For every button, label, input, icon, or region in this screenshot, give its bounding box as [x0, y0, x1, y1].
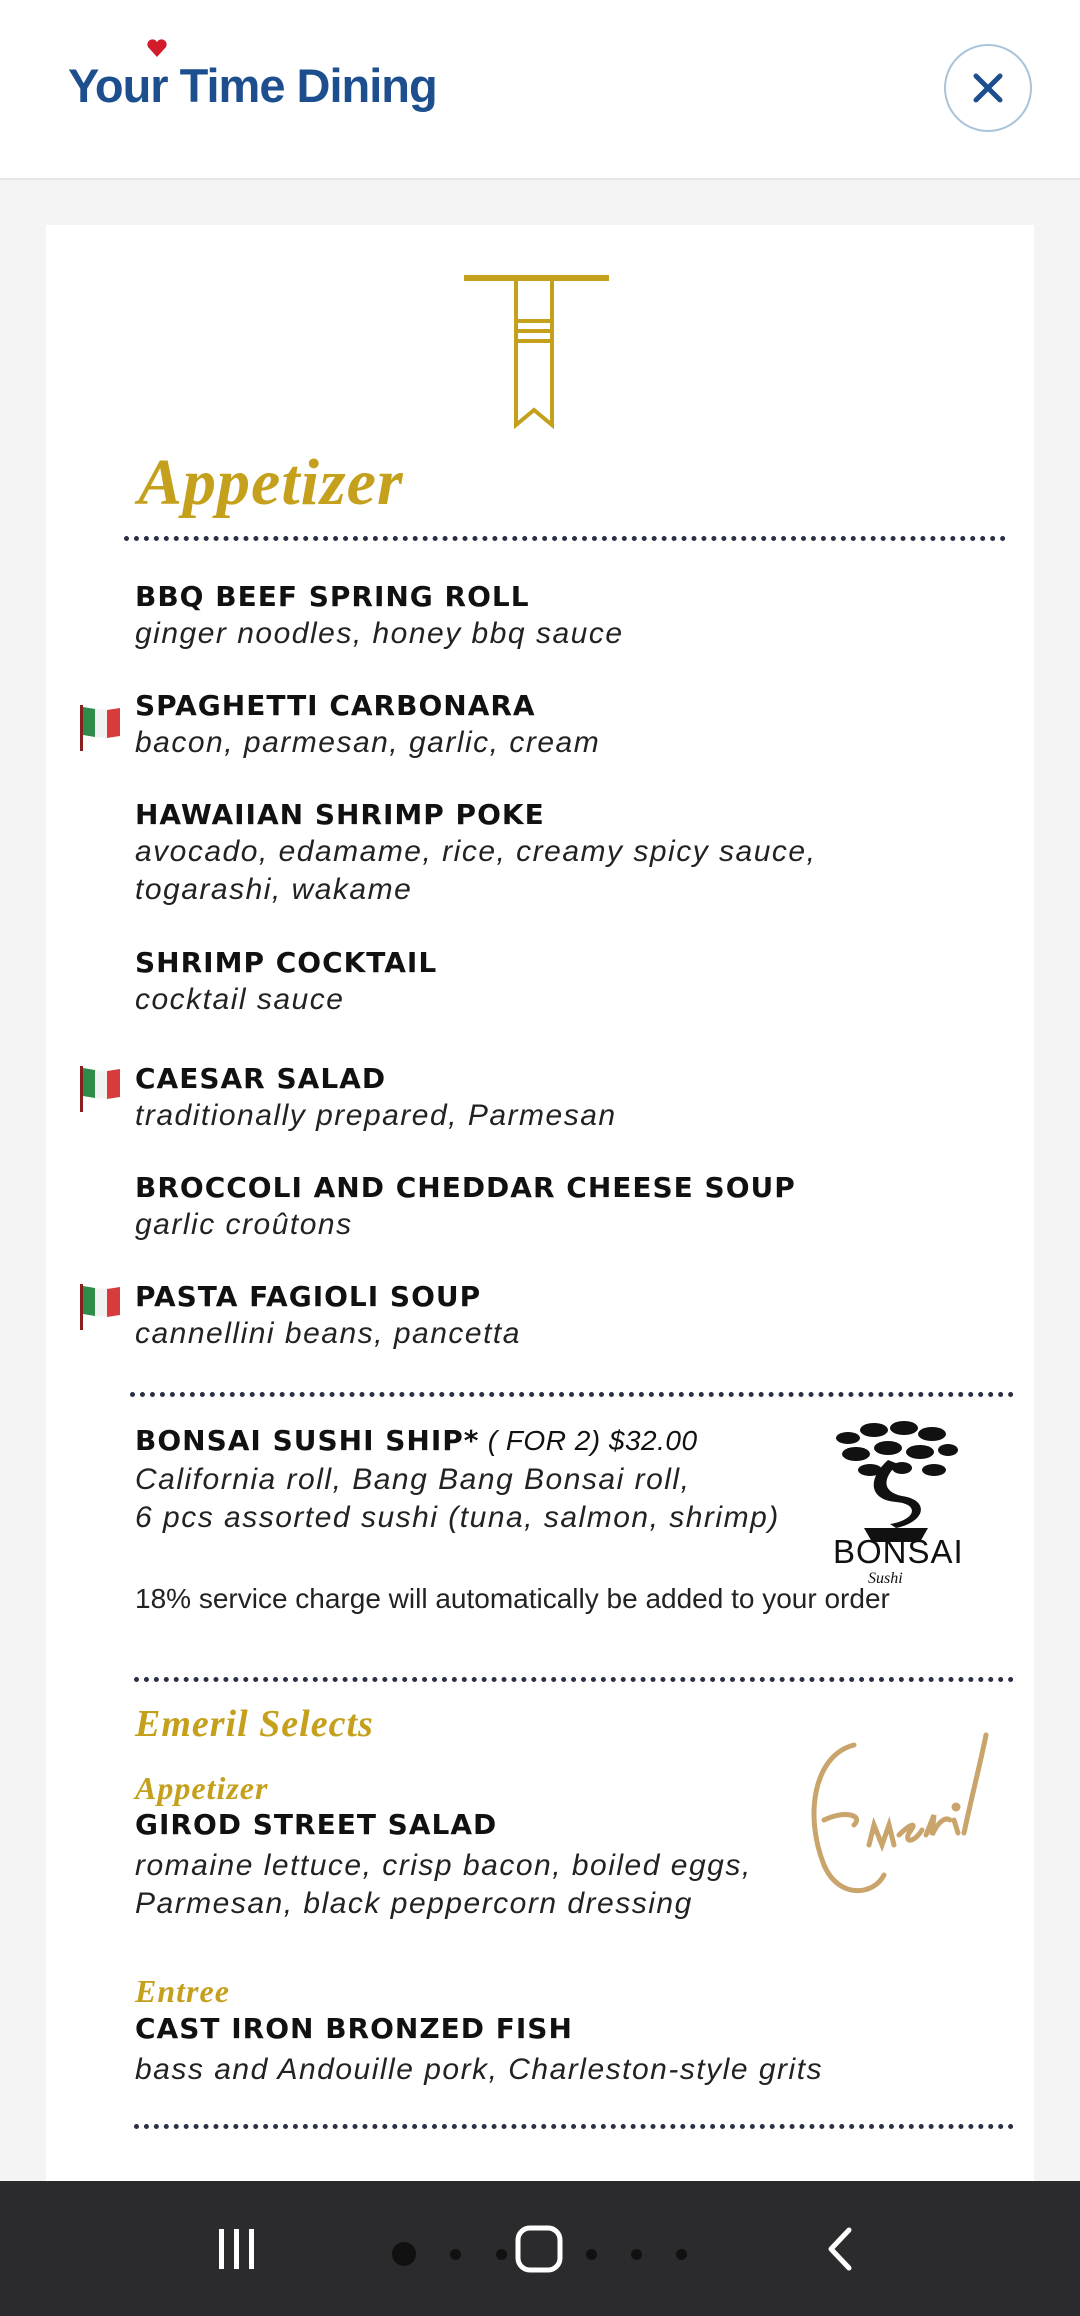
divider — [134, 2124, 1014, 2129]
page-indicator — [631, 2249, 642, 2260]
recents-button[interactable] — [157, 2181, 317, 2316]
course-label-appetizer: Appetizer — [135, 1770, 269, 1806]
item-name: CAESAR SALAD — [135, 1062, 387, 1095]
back-button[interactable] — [761, 2181, 921, 2316]
page-indicator — [586, 2249, 597, 2260]
menu-item — [135, 579, 895, 653]
italy-flag-icon — [80, 1064, 122, 1114]
divider — [124, 536, 1006, 541]
system-nav-bar — [0, 2181, 1080, 2316]
sushi-item — [135, 1423, 835, 1537]
bonsai-logo-text: BONSAI — [833, 1533, 964, 1570]
menu-card — [46, 225, 1034, 2225]
item-price: ( FOR 2) $32.00 — [479, 1425, 698, 1456]
item-name: BBQ BEEF SPRING ROLL — [135, 580, 530, 613]
italy-flag-icon — [80, 1282, 122, 1332]
menu-item — [135, 1807, 815, 1923]
divider — [134, 1677, 1014, 1682]
menu-item — [135, 1061, 895, 1135]
menu-item — [135, 1170, 895, 1244]
item-name: GIROD STREET SALAD — [135, 1808, 498, 1841]
app-header — [0, 0, 1080, 180]
item-name: CAST IRON BRONZED FISH — [135, 2012, 573, 2045]
item-name: SPAGHETTI CARBONARA — [135, 689, 536, 722]
course-label-entree: Entree — [135, 1973, 230, 2009]
heart-icon — [146, 38, 168, 58]
item-name: SHRIMP COCKTAIL — [135, 946, 438, 979]
page-indicator-active — [392, 2242, 416, 2266]
menu-item — [135, 2011, 955, 2089]
item-desc: togarashi, wakame — [135, 873, 413, 906]
menu-item — [135, 797, 895, 909]
page-indicator — [496, 2249, 507, 2260]
page-indicator — [450, 2249, 461, 2260]
item-desc: romaine lettuce, crisp bacon, boiled eggs, — [135, 1849, 752, 1882]
restaurant-logo — [464, 273, 614, 433]
menu-item — [135, 1279, 895, 1353]
menu-item — [135, 688, 895, 762]
divider — [130, 1392, 1014, 1397]
item-desc: avocado, edamame, rice, creamy spicy sauce, — [135, 835, 817, 868]
close-button[interactable] — [944, 44, 1032, 132]
item-desc: 6 pcs assorted sushi (tuna, salmon, shrimp) — [135, 1501, 780, 1534]
item-desc: bacon, parmesan, garlic, cream — [135, 726, 601, 759]
item-desc: Parmesan, black peppercorn dressing — [135, 1887, 693, 1920]
item-desc: bass and Andouille pork, Charleston-style grits — [135, 2053, 824, 2086]
close-icon — [971, 71, 1005, 105]
item-name: HAWAIIAN SHRIMP POKE — [135, 798, 545, 831]
home-button[interactable] — [459, 2181, 619, 2316]
item-desc: California roll, Bang Bang Bonsai roll, — [135, 1463, 691, 1496]
page-indicator — [676, 2249, 687, 2260]
section-title-emeril: Emeril Selects — [135, 1703, 374, 1745]
recents-icon — [215, 2227, 259, 2271]
emeril-signature — [794, 1725, 994, 1925]
item-desc: traditionally prepared, Parmesan — [135, 1099, 617, 1132]
item-desc: cannellini beans, pancetta — [135, 1317, 521, 1350]
item-desc: ginger noodles, honey bbq sauce — [135, 617, 624, 650]
item-name: BROCCOLI AND CHEDDAR CHEESE SOUP — [135, 1171, 796, 1204]
item-name: BONSAI SUSHI SHIP* — [135, 1424, 480, 1457]
section-title-appetizer: Appetizer — [138, 446, 404, 519]
back-icon — [821, 2224, 861, 2274]
menu-item — [135, 945, 895, 1019]
item-desc: cocktail sauce — [135, 983, 345, 1016]
home-icon — [514, 2224, 564, 2274]
item-desc: garlic croûtons — [135, 1208, 353, 1241]
italy-flag-icon — [80, 703, 122, 753]
bonsai-logo-sub: Sushi — [868, 1570, 903, 1587]
brand-title: Your Time Dining — [68, 59, 437, 112]
item-name: PASTA FAGIOLI SOUP — [135, 1280, 482, 1313]
sushi-title-line — [135, 1423, 835, 1459]
service-charge-note: 18% service charge will automatically be added to your order — [135, 1583, 890, 1614]
